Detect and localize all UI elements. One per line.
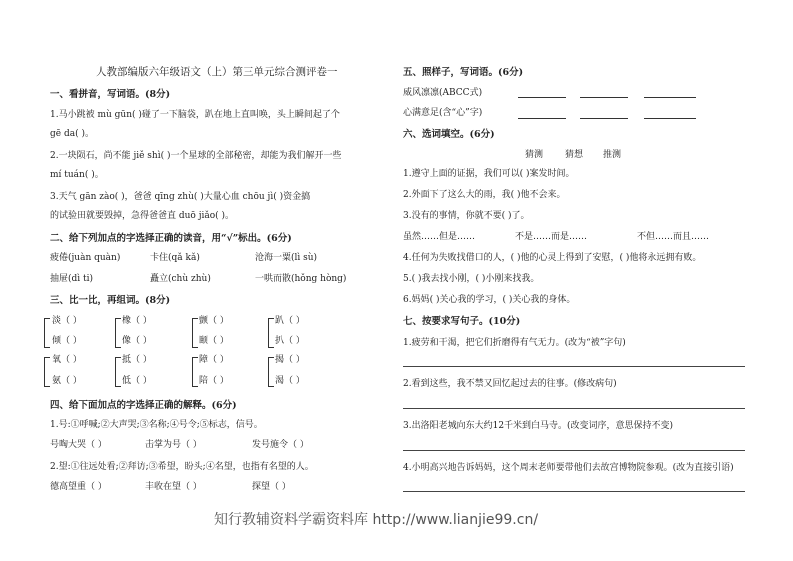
s5-example-2: 心满意足(含“心”字) (403, 108, 483, 118)
s6-pair-3: 不但……而且…… (637, 232, 710, 242)
s3-pair-2-bottom: 像（ ） (122, 336, 152, 346)
s7-item-2: 2.看到这些，我不禁又回忆起过去的往事。(修改病句) (403, 379, 617, 389)
s3-pair-8-top: 揭（ ） (275, 355, 305, 365)
s2-item-3: 沧海一粟(lì sù) (255, 253, 318, 263)
s2-item-6: 一哄而散(hǒng hòng) (255, 274, 347, 284)
s3-pair-3-bottom: 颐（ ） (199, 336, 229, 346)
s6-line-6: 6.妈妈( )关心我的学习，( )关心我的身体。 (403, 295, 576, 305)
s3-pair-7-bottom: 陪（ ） (199, 376, 229, 386)
s3-pair-2-top: 橡（ ） (122, 316, 152, 326)
section-3-heading: 三、比一比，再组词。(8分) (50, 295, 171, 306)
s3-pair-6-bottom: 低（ ） (122, 376, 152, 386)
s6-line-2: 2.外面下了这么大的雨，我( )他不会来。 (403, 190, 566, 200)
bracket (44, 318, 50, 348)
s6-pair-1: 虽然……但是…… (403, 232, 476, 242)
s4-q2-item-2: 丰收在望（ ） (145, 482, 202, 492)
answer-blank[interactable] (518, 97, 566, 98)
bracket (268, 318, 274, 348)
s4-q2: 2.望:①往远处看;②拜访;③希望，盼头;④名望，也指有名望的人。 (50, 462, 314, 472)
bracket (192, 318, 198, 348)
s1-line-1: 1.马小跳被 mù gūn( )碰了一下脑袋，趴在地上直叫唤，头上瞬间起了个 (50, 110, 340, 120)
answer-blank[interactable] (580, 118, 628, 119)
section-1-heading: 一、看拼音，写词语。(8分) (50, 89, 171, 100)
s1-line-2: gē da( )。 (50, 129, 94, 139)
s6-line-5: 5.( )我去找小刚，( )小刚来找我。 (403, 274, 540, 284)
bracket (192, 357, 198, 387)
s3-pair-8-bottom: 渴（ ） (275, 376, 305, 386)
s6-word-1: 猜测 (525, 150, 544, 160)
s7-item-1: 1.疲劳和干渴，把它们折磨得有气无力。(改为“被”字句) (403, 338, 626, 348)
s4-q1-item-3: 发号施令（ ） (252, 440, 309, 450)
s3-pair-1-bottom: 倾（ ） (52, 336, 82, 346)
s2-item-2: 卡住(qǎ kǎ) (150, 253, 200, 263)
answer-blank[interactable] (644, 97, 696, 98)
s4-q1-item-2: 击掌为号（ ） (145, 440, 202, 450)
section-5-heading: 五、照样子，写词语。(6分) (403, 67, 524, 78)
bracket (268, 357, 274, 387)
s6-pair-2: 不是……而是…… (515, 232, 588, 242)
s1-line-5: 3.天气 gān zào( )，爸爸 qīng zhù( )大量心血 chōu jì( )资金搞 (50, 192, 311, 202)
s4-q2-item-1: 德高望重（ ） (50, 482, 107, 492)
answer-line[interactable] (403, 366, 745, 367)
bracket (115, 357, 121, 387)
s1-line-6: 的试验田就要毁掉，急得爸爸直 duō jiǎo( )。 (50, 211, 235, 221)
s3-pair-3-top: 颤（ ） (199, 316, 229, 326)
bracket (44, 357, 50, 387)
s2-item-1: 疲倦(juàn quàn) (50, 253, 121, 263)
answer-line[interactable] (403, 450, 745, 451)
s3-pair-7-top: 障（ ） (199, 355, 229, 365)
page-title: 人教部编版六年级语文（上）第三单元综合测评卷一 (96, 66, 338, 78)
answer-line[interactable] (403, 491, 745, 492)
answer-blank[interactable] (580, 97, 628, 98)
s4-q2-item-3: 探望（ ） (252, 482, 291, 492)
s3-pair-6-top: 抵（ ） (122, 355, 152, 365)
s2-item-5: 矗立(chù zhù) (150, 274, 211, 284)
section-7-heading: 七、按要求写句子。(10分) (403, 316, 521, 327)
s7-item-4: 4.小明高兴地告诉妈妈，这个周末老师要带他们去故宫博物院参观。(改为直接引语) (403, 463, 734, 473)
s1-line-4: mí tuán( )。 (50, 170, 104, 180)
s6-line-4: 4.任何为失败找借口的人，( )他的心灵上得到了安慰，( )他将永远拥有败。 (403, 253, 702, 263)
s6-word-3: 推测 (603, 150, 622, 160)
section-6-heading: 六、选词填空。(6分) (403, 129, 495, 140)
watermark-footer: 知行教辅资料学霸资料库 http://www.lianjie99.cn/ (214, 512, 539, 528)
s6-line-3: 3.没有的事情，你就不要( )了。 (403, 211, 530, 221)
s6-word-2: 猜想 (565, 150, 584, 160)
s7-item-3: 3.出洛阳老城向东大约12千米到白马寺。(改变词序，意思保持不变) (403, 421, 674, 431)
s3-pair-5-top: 氧（ ） (52, 355, 82, 365)
s3-pair-1-top: 淡（ ） (52, 316, 82, 326)
s4-q1-item-1: 号啕大哭（ ） (50, 440, 107, 450)
answer-line[interactable] (403, 408, 745, 409)
answer-blank[interactable] (518, 118, 566, 119)
section-2-heading: 二、给下列加点的字选择正确的读音，用“√”标出。(6分) (50, 233, 292, 244)
s3-pair-5-bottom: 氨（ ） (52, 376, 82, 386)
answer-blank[interactable] (644, 118, 696, 119)
s6-line-1: 1.遵守上面的证据，我们可以( )案发时间。 (403, 169, 575, 179)
s4-q1: 1.号:①呼喊;②大声哭;③名称;④号令;⑤标志，信号。 (50, 420, 263, 430)
s3-pair-4-bottom: 扒（ ） (275, 336, 305, 346)
bracket (115, 318, 121, 348)
s2-item-4: 抽屉(dì ti) (50, 274, 94, 284)
s5-example-1: 威风凛凛(ABCC式) (403, 88, 483, 98)
section-4-heading: 四、给下面加点的字选择正确的解释。(6分) (50, 400, 237, 411)
s1-line-3: 2.一块陨石，尚不能 jiě shì( )一个星球的全部秘密，却能为我们解开一些 (50, 151, 342, 161)
s3-pair-4-top: 趴（ ） (275, 316, 305, 326)
